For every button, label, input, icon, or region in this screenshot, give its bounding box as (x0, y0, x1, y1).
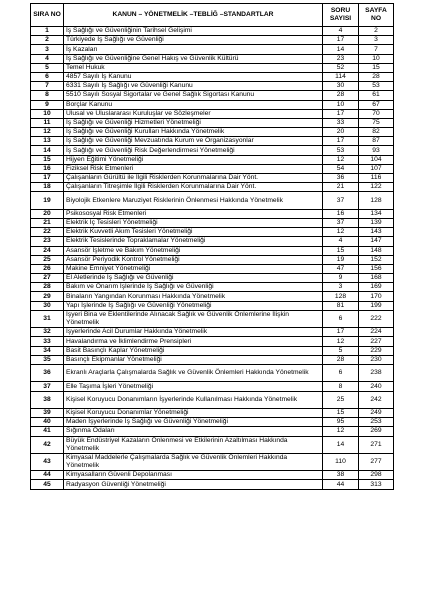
row-title: Kişisel Koruyucu Donanımlar Yönetmeliği (64, 408, 323, 417)
row-question-count: 37 (323, 192, 359, 209)
row-number: 36 (31, 364, 64, 381)
row-number: 4 (31, 54, 64, 63)
row-number: 18 (31, 183, 64, 192)
row-number: 39 (31, 408, 64, 417)
row-title: Bakım ve Onarım İşlerinde İş Sağlığı ve Güvenliği (64, 283, 323, 292)
row-page-number: 199 (359, 301, 394, 310)
row-title: İş Sağlığı ve Güvenliğinin Tarihsel Gelişimi (64, 27, 323, 36)
row-title: Çalışanların Gürültü ile İlgili Risklerden Korunmalarına Dair Yönt. (64, 174, 323, 183)
row-question-count: 33 (323, 118, 359, 127)
table-row (31, 109, 394, 118)
row-page-number: 3 (359, 36, 394, 45)
row-number: 7 (31, 82, 64, 91)
row-number: 14 (31, 146, 64, 155)
row-page-number: 168 (359, 274, 394, 283)
row-number: 31 (31, 310, 64, 327)
table-row (31, 408, 394, 417)
table-row (31, 237, 394, 246)
row-number: 37 (31, 382, 64, 391)
row-page-number: 152 (359, 255, 394, 264)
table-row (31, 146, 394, 155)
row-question-count: 20 (323, 128, 359, 137)
row-question-count: 52 (323, 63, 359, 72)
row-question-count: 19 (323, 255, 359, 264)
table-row (31, 228, 394, 237)
row-page-number: 143 (359, 228, 394, 237)
table-row (31, 418, 394, 427)
row-title: Yapı İşlerinde İş Sağlığı ve Güvenliği Yönetmeliği (64, 301, 323, 310)
row-question-count: 28 (323, 355, 359, 364)
row-question-count: 81 (323, 301, 359, 310)
table-row (31, 91, 394, 100)
row-number: 3 (31, 45, 64, 54)
row-number: 5 (31, 63, 64, 72)
row-question-count: 17 (323, 36, 359, 45)
row-title: Türkiyede İş Sağlığı ve Güvenliği (64, 36, 323, 45)
row-number: 16 (31, 164, 64, 173)
row-question-count: 36 (323, 174, 359, 183)
table-row (31, 63, 394, 72)
table-row (31, 427, 394, 436)
row-title: İş Sağlığı ve Güvenliği Hizmetleri Yönetmeliği (64, 118, 323, 127)
row-page-number: 224 (359, 328, 394, 337)
row-title: Asansör Periyodik Kontrol Yönetmeliği (64, 255, 323, 264)
table-row (31, 310, 394, 327)
row-title: Kişisel Koruyucu Donanımların İşyerlerinde Kullanılması Hakkında Yönetmelik (64, 391, 323, 408)
row-question-count: 12 (323, 427, 359, 436)
row-question-count: 16 (323, 209, 359, 218)
row-title: Elektrik Tesislerinde Topraklamalar Yönetmeliği (64, 237, 323, 246)
row-question-count: 114 (323, 72, 359, 81)
row-page-number: 70 (359, 109, 394, 118)
row-number: 34 (31, 346, 64, 355)
row-title: 6331 Sayılı İş Sağlığı ve Güvenliği Kanunu (64, 82, 323, 91)
row-title: Hijyen Eğitimi Yönetmeliği (64, 155, 323, 164)
table-body (31, 27, 394, 490)
table-row (31, 128, 394, 137)
row-title: Psikososyal Risk Etmenleri (64, 209, 323, 218)
row-title: Fiziksel Risk Etmenleri (64, 164, 323, 173)
row-question-count: 28 (323, 91, 359, 100)
row-question-count: 6 (323, 310, 359, 327)
row-title: Maden İşyerlerinde İş Sağlığı ve Güvenliği Yönetmeliği (64, 418, 323, 427)
row-question-count: 25 (323, 391, 359, 408)
row-number: 13 (31, 137, 64, 146)
row-page-number: 298 (359, 471, 394, 480)
row-question-count: 4 (323, 237, 359, 246)
row-title: Basit Basınçlı Kaplar Yönetmeliği (64, 346, 323, 355)
row-question-count: 15 (323, 408, 359, 417)
row-number: 20 (31, 209, 64, 218)
row-number: 2 (31, 36, 64, 45)
table-row (31, 346, 394, 355)
row-page-number: 28 (359, 72, 394, 81)
table-row (31, 192, 394, 209)
row-title: Elektrik Kuvvetli Akım Tesisleri Yönetmeliği (64, 228, 323, 237)
row-page-number: 116 (359, 174, 394, 183)
row-number: 12 (31, 128, 64, 137)
table-row (31, 453, 394, 470)
row-question-count: 95 (323, 418, 359, 427)
row-title: Ulusal ve Uluslararası Kuruluşlar ve Sözleşmeler (64, 109, 323, 118)
row-question-count: 30 (323, 82, 359, 91)
row-question-count: 12 (323, 337, 359, 346)
row-question-count: 23 (323, 54, 359, 63)
table-row (31, 155, 394, 164)
row-page-number: 139 (359, 218, 394, 227)
row-number: 22 (31, 228, 64, 237)
table-row (31, 382, 394, 391)
row-page-number: 7 (359, 45, 394, 54)
table-row (31, 164, 394, 173)
row-number: 1 (31, 27, 64, 36)
row-page-number: 229 (359, 346, 394, 355)
table-row (31, 137, 394, 146)
row-title: Büyük Endüstriyel Kazaların Önlenmesi ve Etkilerinin Azaltılması Hakkında Yönetmelik (64, 436, 323, 453)
row-page-number: 87 (359, 137, 394, 146)
row-number: 38 (31, 391, 64, 408)
row-title: İşyeri Bina ve Eklentilerinde Alınacak Sağlık ve Güvenlik Önlemlerine İlişkin Yönetmelik (64, 310, 323, 327)
row-number: 8 (31, 91, 64, 100)
row-page-number: 242 (359, 391, 394, 408)
row-number: 25 (31, 255, 64, 264)
row-page-number: 170 (359, 292, 394, 301)
row-number: 15 (31, 155, 64, 164)
row-number: 40 (31, 418, 64, 427)
row-number: 19 (31, 192, 64, 209)
row-title: Binaların Yangından Korunması Hakkında Yönetmelik (64, 292, 323, 301)
table-row (31, 264, 394, 273)
table-row (31, 218, 394, 227)
row-title: Borçlar Kanunu (64, 100, 323, 109)
table-row (31, 45, 394, 54)
table-row (31, 27, 394, 36)
row-number: 9 (31, 100, 64, 109)
row-page-number: 313 (359, 480, 394, 489)
table-row (31, 255, 394, 264)
row-page-number: 253 (359, 418, 394, 427)
row-question-count: 37 (323, 218, 359, 227)
row-question-count: 128 (323, 292, 359, 301)
row-number: 6 (31, 72, 64, 81)
row-page-number: 93 (359, 146, 394, 155)
row-page-number: 10 (359, 54, 394, 63)
row-title: Makine Emniyet Yönetmeliği (64, 264, 323, 273)
table-row (31, 480, 394, 489)
row-question-count: 17 (323, 137, 359, 146)
row-title: Temel Hukuk (64, 63, 323, 72)
row-question-count: 14 (323, 45, 359, 54)
row-title: İşyerlerinde Acil Durumlar Hakkında Yönetmelik (64, 328, 323, 337)
row-question-count: 17 (323, 109, 359, 118)
row-number: 24 (31, 246, 64, 255)
table-row (31, 274, 394, 283)
row-question-count: 5 (323, 346, 359, 355)
row-question-count: 8 (323, 382, 359, 391)
row-number: 30 (31, 301, 64, 310)
row-page-number: 134 (359, 209, 394, 218)
row-question-count: 54 (323, 164, 359, 173)
row-question-count: 12 (323, 155, 359, 164)
table-row (31, 72, 394, 81)
row-title: Radyasyon Güvenliği Yönetmeliği (64, 480, 323, 489)
row-question-count: 3 (323, 283, 359, 292)
row-question-count: 17 (323, 328, 359, 337)
row-title: Elle Taşıma İşleri Yönetmeliği (64, 382, 323, 391)
contents-table (30, 3, 394, 490)
row-page-number: 230 (359, 355, 394, 364)
row-page-number: 67 (359, 100, 394, 109)
row-number: 41 (31, 427, 64, 436)
row-question-count: 6 (323, 364, 359, 381)
row-page-number: 156 (359, 264, 394, 273)
row-page-number: 147 (359, 237, 394, 246)
row-title: 4857 Sayılı İş Kanunu (64, 72, 323, 81)
row-page-number: 2 (359, 27, 394, 36)
row-question-count: 12 (323, 228, 359, 237)
row-page-number: 277 (359, 453, 394, 470)
row-number: 10 (31, 109, 64, 118)
row-number: 26 (31, 264, 64, 273)
row-title: Kimyasal Maddelerle Çalışmalarda Sağlık ve Güvenlik Önlemleri Hakkında Yönetmelik (64, 453, 323, 470)
table-row (31, 54, 394, 63)
row-page-number: 53 (359, 82, 394, 91)
row-title: Sığınma Odaları (64, 427, 323, 436)
table-row (31, 118, 394, 127)
row-question-count: 15 (323, 246, 359, 255)
row-number: 42 (31, 436, 64, 453)
row-title: İş Sağlığı ve Güvenliğine Genel Hakış ve Güvenlik Kültürü (64, 54, 323, 63)
row-title: İş Sağlığı ve Güvenliği Risk Değerlendirmesi Yönetmeliği (64, 146, 323, 155)
row-question-count: 38 (323, 471, 359, 480)
header-count: SORU SAYISI (323, 4, 359, 27)
row-page-number: 271 (359, 436, 394, 453)
row-number: 45 (31, 480, 64, 489)
row-number: 23 (31, 237, 64, 246)
table-row (31, 36, 394, 45)
row-page-number: 61 (359, 91, 394, 100)
row-number: 33 (31, 337, 64, 346)
row-question-count: 110 (323, 453, 359, 470)
table-row (31, 301, 394, 310)
table-row (31, 100, 394, 109)
row-title: Basınçlı Ekipmanlar Yönetmeliği (64, 355, 323, 364)
row-title: İş Sağlığı ve Güvenliği Mevzuatında Kurum ve Organizasyonlar (64, 137, 323, 146)
header-title: KANUN – YÖNETMELİK –TEBLİĞ –STANDARTLAR (64, 4, 323, 27)
row-title: İş Kazaları (64, 45, 323, 54)
row-page-number: 238 (359, 364, 394, 381)
row-title: Kimyasalların Güvenli Depolanması (64, 471, 323, 480)
row-question-count: 4 (323, 27, 359, 36)
row-title: 5510 Sayılı Sosyal Sigortalar ve Genel Sağlık Sigortası Kanunu (64, 91, 323, 100)
table-row (31, 391, 394, 408)
row-question-count: 44 (323, 480, 359, 489)
header-no: SIRA NO (31, 4, 64, 27)
row-number: 17 (31, 174, 64, 183)
table-row (31, 82, 394, 91)
table-row (31, 364, 394, 381)
row-number: 44 (31, 471, 64, 480)
row-page-number: 169 (359, 283, 394, 292)
header-page: SAYFA NO (359, 4, 394, 27)
row-title: Biyolojik Etkenlere Maruziyet Risklerinin Önlenmesi Hakkında Yönetmelik (64, 192, 323, 209)
row-page-number: 148 (359, 246, 394, 255)
row-number: 28 (31, 283, 64, 292)
table-header-row (31, 4, 394, 27)
row-title: El Aletlerinde İş Sağlığı ve Güvenliği (64, 274, 323, 283)
table-row (31, 209, 394, 218)
row-page-number: 82 (359, 128, 394, 137)
row-page-number: 104 (359, 155, 394, 164)
row-number: 11 (31, 118, 64, 127)
row-title: Elektrik İç Tesisleri Yönetmeliği (64, 218, 323, 227)
table-row (31, 355, 394, 364)
row-page-number: 222 (359, 310, 394, 327)
row-page-number: 107 (359, 164, 394, 173)
row-question-count: 14 (323, 436, 359, 453)
table-row (31, 246, 394, 255)
row-question-count: 9 (323, 274, 359, 283)
row-question-count: 10 (323, 100, 359, 109)
row-page-number: 269 (359, 427, 394, 436)
row-number: 29 (31, 292, 64, 301)
row-number: 27 (31, 274, 64, 283)
row-question-count: 47 (323, 264, 359, 273)
table-row (31, 471, 394, 480)
row-question-count: 21 (323, 183, 359, 192)
row-title: Havalandırma ve İklimlendirme Prensipleri (64, 337, 323, 346)
row-page-number: 240 (359, 382, 394, 391)
row-title: Asansör İşletme ve Bakım Yönetmeliği (64, 246, 323, 255)
row-title: Ekranlı Araçlarla Çalışmalarda Sağlık ve Güvenlik Önlemleri Hakkında Yönetmelik (64, 364, 323, 381)
row-title: İş Sağlığı ve Güvenliği Kurulları Hakkında Yönetmelik (64, 128, 323, 137)
table-row (31, 183, 394, 192)
row-number: 43 (31, 453, 64, 470)
row-question-count: 53 (323, 146, 359, 155)
row-number: 32 (31, 328, 64, 337)
table-row (31, 283, 394, 292)
row-page-number: 249 (359, 408, 394, 417)
row-number: 21 (31, 218, 64, 227)
row-page-number: 227 (359, 337, 394, 346)
row-page-number: 128 (359, 192, 394, 209)
table-row (31, 292, 394, 301)
row-page-number: 122 (359, 183, 394, 192)
table-row (31, 174, 394, 183)
row-page-number: 15 (359, 63, 394, 72)
table-row (31, 328, 394, 337)
table-row (31, 436, 394, 453)
row-page-number: 75 (359, 118, 394, 127)
table-row (31, 337, 394, 346)
row-number: 35 (31, 355, 64, 364)
row-title: Çalışanların Titreşimle İlgili Risklerden Korunmalarına Dair Yönt. (64, 183, 323, 192)
